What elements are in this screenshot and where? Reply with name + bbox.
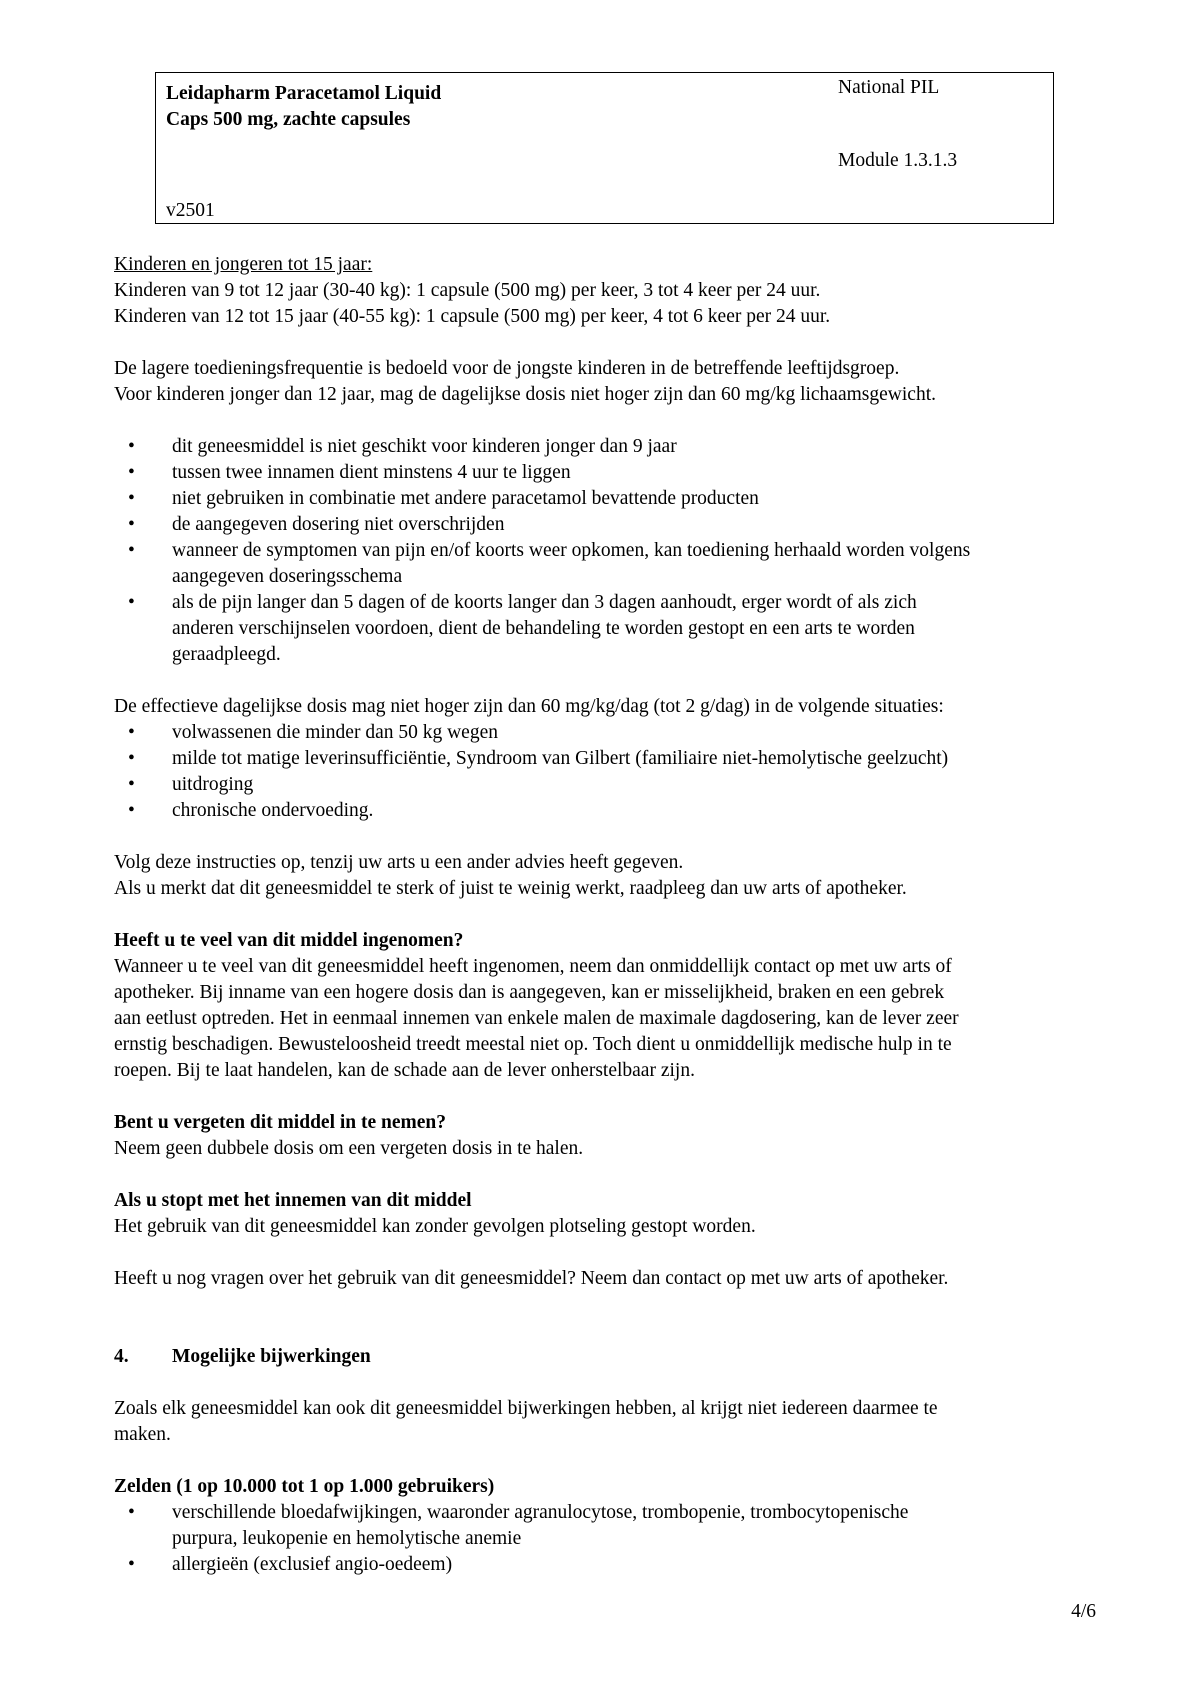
list-item-text: niet gebruiken in combinatie met andere paracetamol bevattende producten — [172, 488, 759, 509]
list-item — [114, 798, 1094, 824]
product-title — [166, 81, 441, 133]
children-dose-12-15: Kinderen van 12 tot 15 jaar (40-55 kg): 1 capsule (500 mg) per keer, 4 tot 6 keer per 24 uur. — [114, 306, 831, 327]
stopping-text: Het gebruik van dit geneesmiddel kan zonder gevolgen plotseling gestopt worden. — [114, 1216, 756, 1237]
frequency-line2: Voor kinderen jonger dan 12 jaar, mag de dagelijkse dosis niet hoger zijn dan 60 mg/kg lichaamsgewicht. — [114, 384, 936, 405]
overdose-text-line: aan eetlust optreden. Het in eenmaal innemen van enkele malen de maximale dagdosering, kan de lever zeer — [114, 1008, 959, 1029]
effective-dose-section — [114, 694, 1094, 824]
list-item-text: aangegeven doseringsschema — [172, 566, 403, 587]
bullet-icon: • — [128, 540, 135, 561]
list-item — [114, 1500, 1094, 1552]
section-4-heading — [114, 1344, 1094, 1370]
list-item-text: volwassenen die minder dan 50 kg wegen — [172, 722, 498, 743]
stopping-heading: Als u stopt met het innemen van dit middel — [114, 1190, 472, 1211]
overdose-heading: Heeft u te veel van dit middel ingenomen? — [114, 930, 464, 951]
list-item-text: de aangegeven dosering niet overschrijden — [172, 514, 505, 535]
module-number: Module 1.3.1.3 — [838, 150, 958, 171]
section-4-intro-line: Zoals elk geneesmiddel kan ook dit geneesmiddel bijwerkingen hebben, al krijgt niet iedereen daarmee te — [114, 1398, 938, 1419]
bullet-icon: • — [128, 462, 135, 483]
forgotten-heading: Bent u vergeten dit middel in te nemen? — [114, 1112, 447, 1133]
list-item-text: purpura, leukopenie en hemolytische anemie — [172, 1528, 522, 1549]
list-item — [114, 720, 1094, 746]
list-item — [114, 772, 1094, 798]
document-body — [114, 252, 1094, 1578]
rare-side-effects-list — [114, 1500, 1094, 1578]
overdose-section — [114, 928, 1094, 1084]
effective-dose-intro: De effectieve dagelijkse dosis mag niet hoger zijn dan 60 mg/kg/dag (tot 2 g/dag) in de volgende situaties: — [114, 696, 944, 717]
bullet-icon: • — [128, 748, 135, 769]
version-label: v2501 — [166, 200, 215, 221]
product-title-line2: Caps 500 mg, zachte capsules — [166, 109, 411, 130]
dosage-rules-list — [114, 434, 1094, 668]
list-item — [114, 746, 1094, 772]
list-item-text: tussen twee innamen dient minstens 4 uur te liggen — [172, 462, 571, 483]
bullet-icon: • — [128, 514, 135, 535]
bullet-icon: • — [128, 488, 135, 509]
list-item-text: uitdroging — [172, 774, 254, 795]
list-item-text: als de pijn langer dan 5 dagen of de koorts langer dan 3 dagen aanhoudt, erger wordt of als zich — [172, 592, 917, 613]
rare-side-effects-heading: Zelden (1 op 10.000 tot 1 op 1.000 gebruikers) — [114, 1476, 495, 1497]
bullet-icon: • — [128, 1554, 135, 1575]
bullet-icon: • — [128, 774, 135, 795]
children-dosage — [114, 252, 1094, 330]
overdose-text-line: ernstig beschadigen. Bewusteloosheid treedt meestal niet op. Toch dient u onmiddellijk medische hulp in te — [114, 1034, 952, 1055]
list-item-text: allergieën (exclusief angio-oedeem) — [172, 1554, 453, 1575]
product-title-line1: Leidapharm Paracetamol Liquid — [166, 83, 442, 104]
bullet-icon: • — [128, 592, 135, 613]
list-item-text: verschillende bloedafwijkingen, waaronder agranulocytose, trombopenie, trombocytopenische — [172, 1502, 909, 1523]
document-type: National PIL — [838, 77, 940, 98]
forgotten-text: Neem geen dubbele dosis om een vergeten dosis in te halen. — [114, 1138, 584, 1159]
bullet-icon: • — [128, 800, 135, 821]
instructions-line1: Volg deze instructies op, tenzij uw arts u een ander advies heeft gegeven. — [114, 852, 684, 873]
page-number: 4/6 — [1071, 1601, 1096, 1622]
list-item — [114, 512, 1094, 538]
stopping-section — [114, 1188, 1094, 1240]
questions-text: Heeft u nog vragen over het gebruik van dit geneesmiddel? Neem dan contact op met uw arts of apotheker. — [114, 1268, 949, 1289]
list-item-text: milde tot matige leverinsufficiëntie, Syndroom van Gilbert (familiaire niet-hemolytische geelzucht) — [172, 748, 949, 769]
overdose-text-line: Wanneer u te veel van dit geneesmiddel heeft ingenomen, neem dan onmiddellijk contact op met uw arts of — [114, 956, 952, 977]
overdose-text-line: apotheker. Bij inname van een hogere dosis dan is aangegeven, kan er misselijkheid, braken en een gebrek — [114, 982, 945, 1003]
list-item — [114, 538, 1094, 590]
frequency-note — [114, 356, 1094, 408]
bullet-icon: • — [128, 1502, 135, 1523]
list-item-text: geraadpleegd. — [172, 644, 281, 665]
children-heading: Kinderen en jongeren tot 15 jaar: — [114, 254, 373, 275]
bullet-icon: • — [128, 722, 135, 743]
list-item — [114, 460, 1094, 486]
forgotten-dose-section — [114, 1110, 1094, 1162]
list-item-text: anderen verschijnselen voordoen, dient de behandeling te worden gestopt en een arts te worden — [172, 618, 915, 639]
list-item — [114, 486, 1094, 512]
section-4-intro-line: maken. — [114, 1424, 171, 1445]
section-4 — [114, 1344, 1094, 1578]
instructions-line2: Als u merkt dat dit geneesmiddel te sterk of juist te weinig werkt, raadpleeg dan uw arts of apotheker. — [114, 878, 907, 899]
list-item — [114, 434, 1094, 460]
instructions-note — [114, 850, 1094, 902]
section-title: Mogelijke bijwerkingen — [172, 1346, 371, 1367]
overdose-text-line: roepen. Bij te laat handelen, kan de schade aan de lever onherstelbaar zijn. — [114, 1060, 695, 1081]
list-item-text: wanneer de symptomen van pijn en/of koorts weer opkomen, kan toediening herhaald worden volgens — [172, 540, 971, 561]
list-item — [114, 590, 1094, 668]
bullet-icon: • — [128, 436, 135, 457]
section-number: 4. — [114, 1346, 129, 1367]
frequency-line1: De lagere toedieningsfrequentie is bedoeld voor de jongste kinderen in de betreffende leeftijdsgroep. — [114, 358, 900, 379]
list-item-text: dit geneesmiddel is niet geschikt voor kinderen jonger dan 9 jaar — [172, 436, 677, 457]
children-dose-9-12: Kinderen van 9 tot 12 jaar (30-40 kg): 1 capsule (500 mg) per keer, 3 tot 4 keer per 24 uur. — [114, 280, 821, 301]
document-header — [155, 72, 1054, 224]
list-item-text: chronische ondervoeding. — [172, 800, 374, 821]
effective-dose-list — [114, 720, 1094, 824]
list-item — [114, 1552, 1094, 1578]
